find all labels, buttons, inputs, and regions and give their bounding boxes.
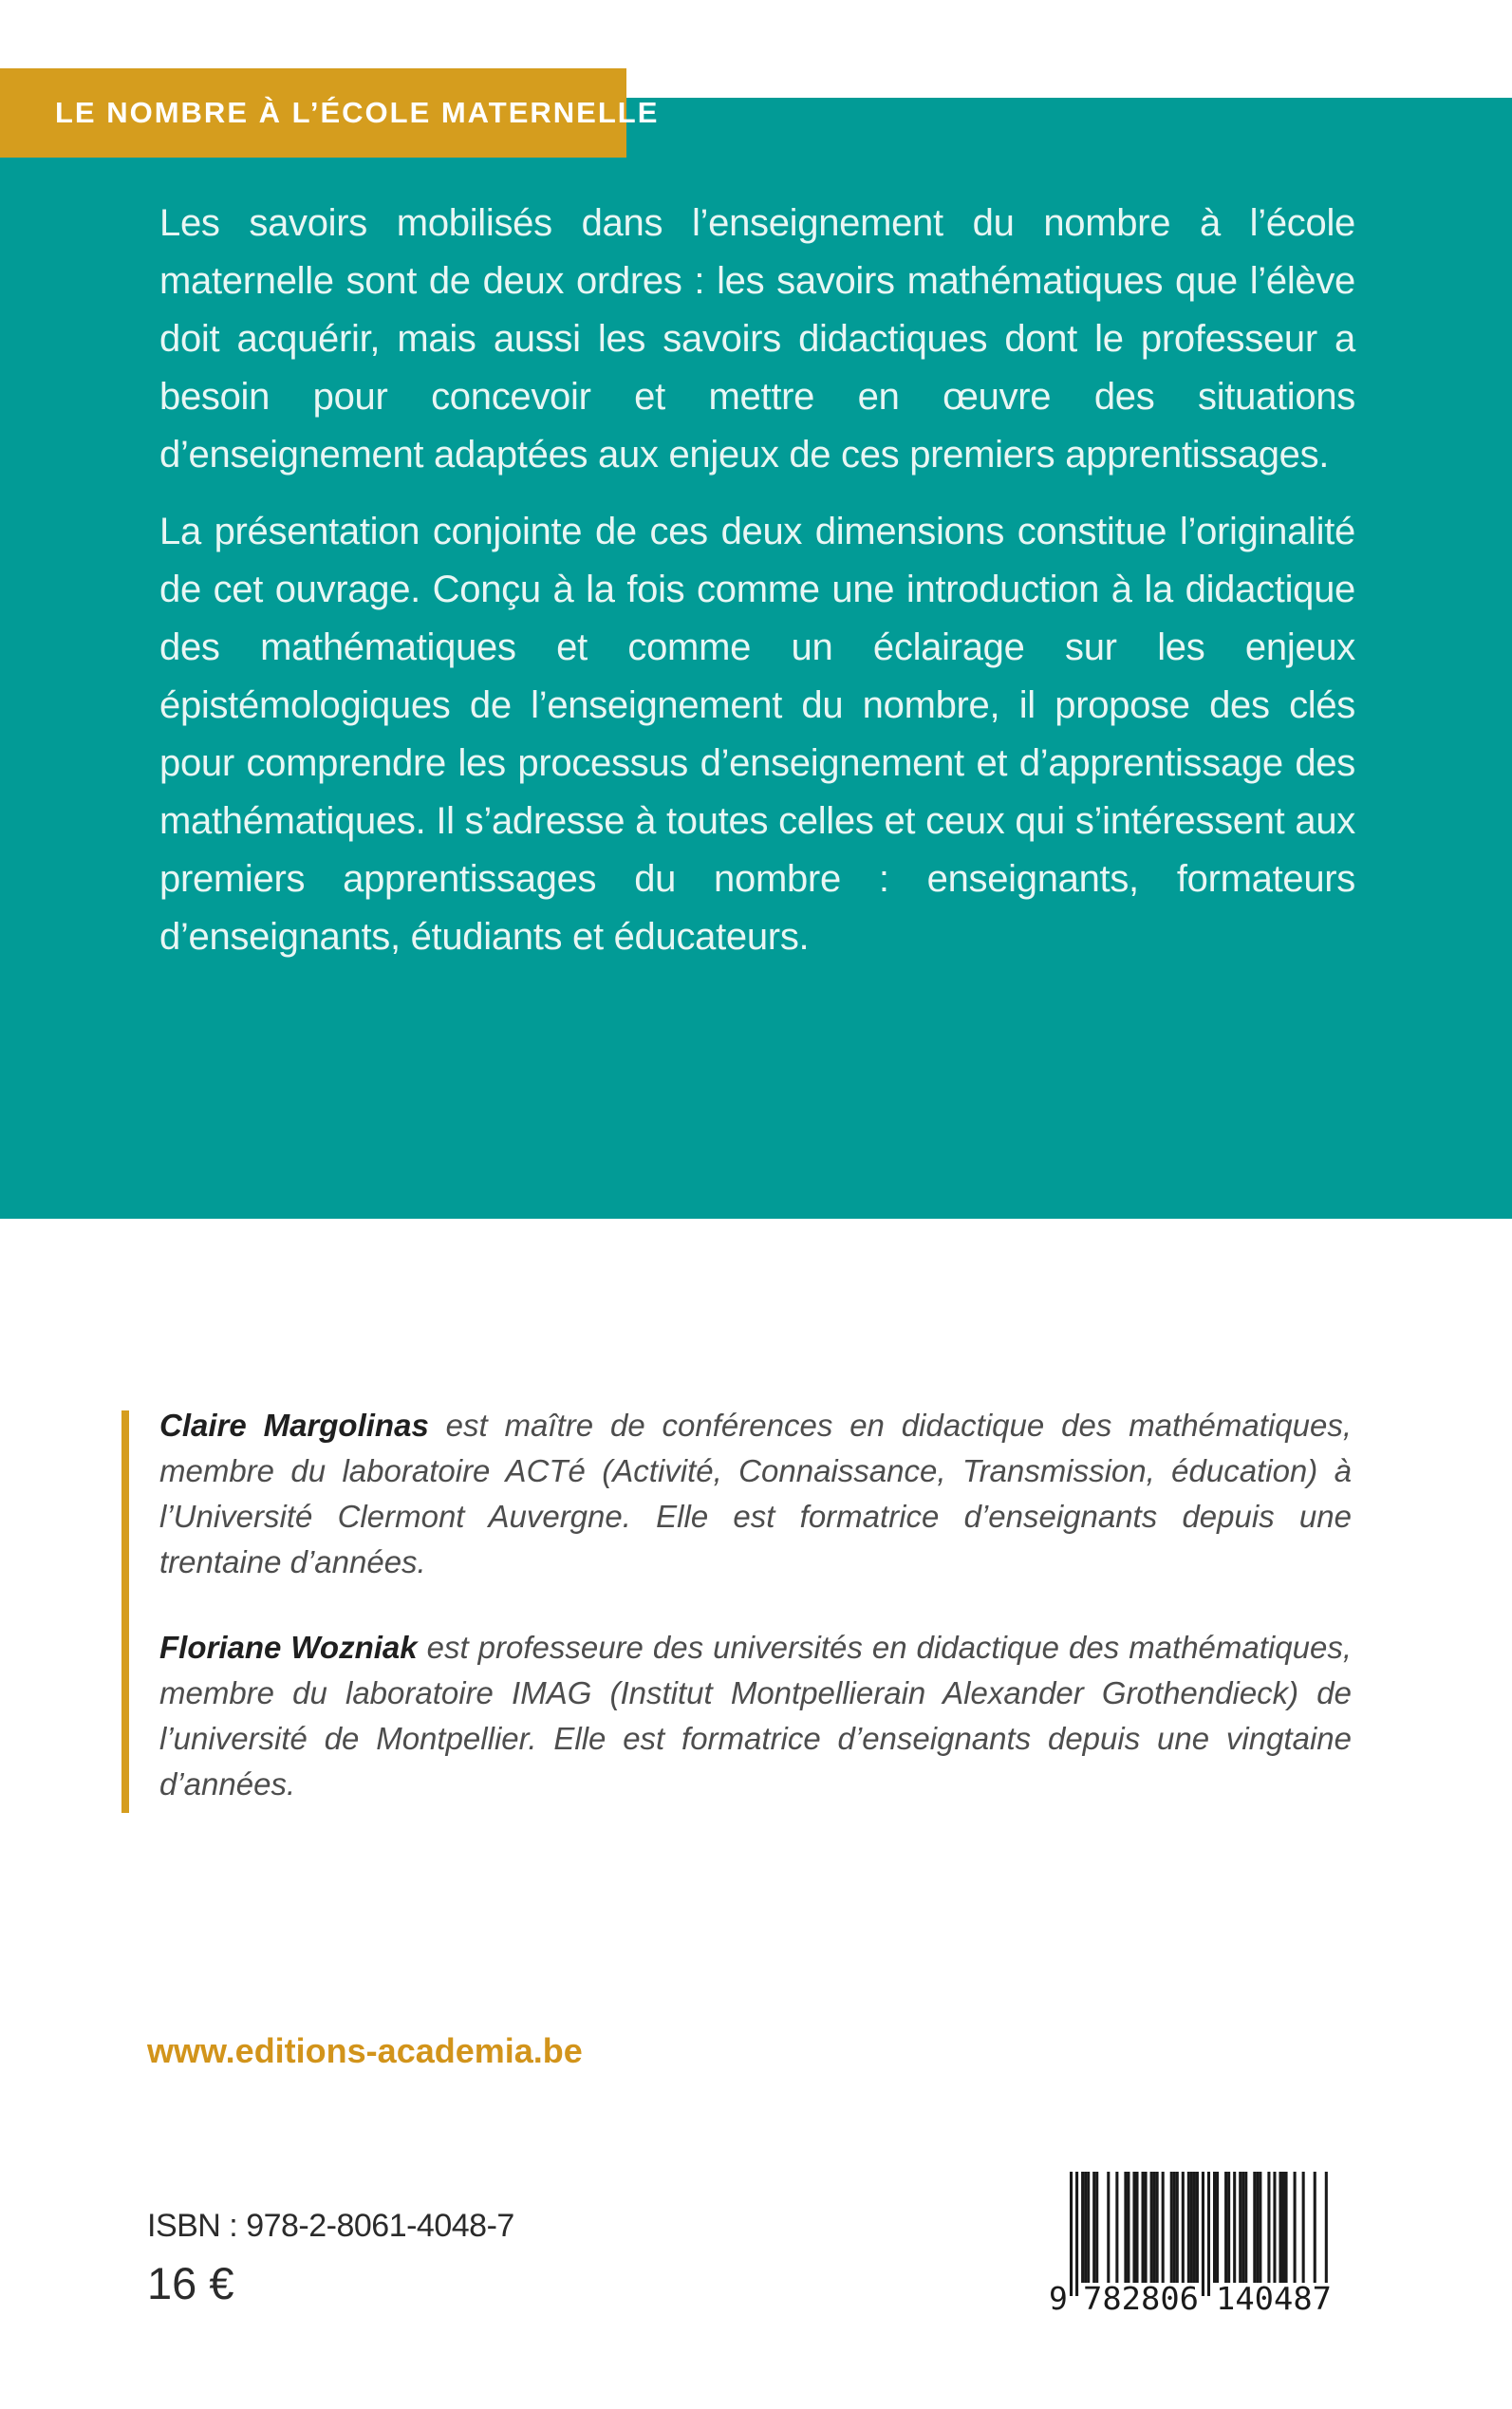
synopsis-paragraph: Les savoirs mobilisés dans l’enseignement du nombre à l’école maternelle sont de deux ordres : les savoirs mathématiques que l’élève doit acquérir, mais aussi les savoirs didactiques dont le professeur a besoin pour concevoir et mettre en œuvre des situations d’enseignement adaptées aux enjeux de ces premiers apprentissages. [159, 202, 1355, 476]
author-bio [159, 1625, 1352, 1807]
barcode [1049, 2170, 1343, 2317]
synopsis-paragraph: La présentation conjointe de ces deux dimensions constitue l’originalité de cet ouvrage. Conçu à la fois comme une introduction à la didactique des mathématiques et comme un éclairage sur les enjeux épistémologiques de l’enseignement du nombre, il propose des clés pour comprendre les processus d’enseignement et d’apprentissage des mathématiques. Il s’adresse à toutes celles et ceux qui s’intéressent aux premiers apprentissages du nombre : enseignants, formateurs d’enseignants, étudiants et éducateurs. [159, 511, 1355, 958]
author-bio-text: est professeure des universités en didactique des mathématiques, membre du laboratoire IMAG (Institut Montpellierain Alexander Grothendieck) de l’université de Montpellier. Elle est formatrice d’enseignants depuis une vingtaine d’années. [159, 1630, 1352, 1802]
barcode-graphic [1049, 2170, 1343, 2314]
title-badge [0, 68, 660, 158]
author-bio-text: est maître de conférences en didactique des mathématiques, membre du laboratoire ACTé (Activité, Connaissance, Transmission, éducation) à l’Université Clermont Auvergne. Elle est formatrice d’enseignants depuis une trentaine d’années. [159, 1408, 1352, 1579]
author-name: Claire Margolinas [159, 1408, 429, 1443]
author-bios [159, 1403, 1352, 1847]
synopsis [159, 195, 1355, 985]
isbn-text: ISBN : 978-2-8061-4048-7 [147, 2208, 514, 2244]
book-title: LE NOMBRE À L’ÉCOLE MATERNELLE [55, 96, 660, 129]
publisher-website-link[interactable]: www.editions-academia.be [147, 2031, 583, 2070]
svg-text:782806: 782806 [1083, 2280, 1199, 2314]
svg-text:9: 9 [1049, 2280, 1068, 2314]
author-bio [159, 1403, 1352, 1585]
price-text: 16 € [147, 2258, 234, 2308]
bio-accent-bar [121, 1410, 129, 1813]
svg-text:140487: 140487 [1216, 2280, 1332, 2314]
author-name: Floriane Wozniak [159, 1630, 418, 1665]
